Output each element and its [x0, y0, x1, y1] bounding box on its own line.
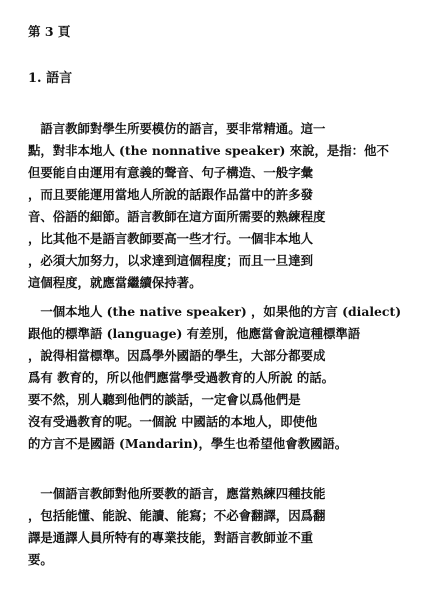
paragraph-line: 要不然，別人聽到他們的談話，一定會以爲他們是 [28, 392, 301, 407]
paragraph-line: 要。 [28, 552, 53, 567]
paragraph-line: 沒有受過教育的呢。一個說 中國話的本地人，即使他 [28, 414, 318, 429]
section-heading: 1. 語言 [28, 71, 73, 86]
paragraph-line: 跟他的標準語 (language) 有差別，他應當會說這種標準語 [28, 326, 361, 341]
paragraph-line: 譯是通譯人員所特有的專業技能，對語言教師並不重 [28, 530, 313, 545]
paragraph-3 [28, 483, 400, 571]
paragraph-line: 一個語言教師對他所要教的語言，應當熟練四種技能 [28, 486, 326, 501]
paragraph-line: 這個程度，就應當繼續保持著。 [28, 275, 202, 290]
paragraph-line: 點，對非本地人 (the nonnative speaker) 來說，是指：他不 [28, 143, 389, 158]
paragraph-2 [28, 301, 400, 455]
paragraph-line: ，比其他不是語言教師要高一些才行。一個非本地人 [28, 231, 313, 246]
paragraph-line: ，說得相當標準。因爲學外國語的學生，大部分都要成 [28, 348, 326, 363]
paragraph-line: ，包括能懂、能說、能讀、能寫；不必會翻譯，因爲翻 [28, 508, 326, 523]
paragraph-line: ，必須大加努力，以求達到這個程度；而且一旦達到 [28, 253, 313, 268]
paragraph-line: 的方言不是國語 (Mandarin)，學生也希望他會教國語。 [28, 436, 348, 451]
paragraph-line: 一個本地人 (the native speaker) ，如果他的方言 (dialect) [28, 304, 402, 319]
paragraph-line: 音、俗語的細節。語言教師在這方面所需要的熟練程度 [28, 209, 326, 224]
paragraph-line: 但要能自由運用有意義的聲音、句子構造、一般字彙 [28, 165, 313, 180]
page-number-label: 第 3 頁 [28, 24, 71, 39]
paragraph-line: ，而且要能運用當地人所說的話跟作品當中的許多發 [28, 187, 313, 202]
paragraph-line: 爲有 教育的，所以他們應當學受過教育的人所說 的話。 [28, 370, 335, 385]
paragraph-1 [28, 118, 400, 294]
paragraph-line: 語言教師對學生所要模仿的語言，要非常精通。這一 [28, 121, 326, 136]
